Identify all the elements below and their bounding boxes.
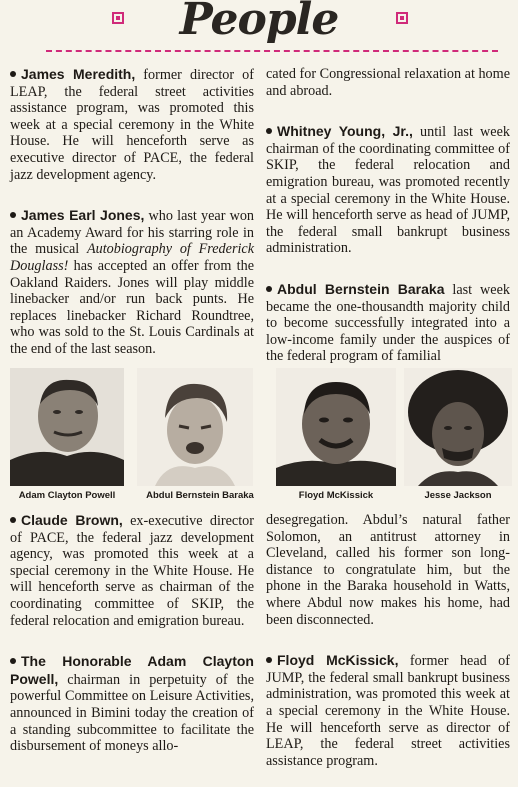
page-header <box>0 0 518 50</box>
bullet-icon <box>266 286 272 292</box>
lead-name: Abdul Bernstein Baraka <box>277 280 445 297</box>
column-top-left <box>10 66 254 376</box>
caption-mckissick: Floyd McKissick <box>298 490 374 501</box>
bullet-icon <box>10 71 16 77</box>
paragraph-text: last week became the one-thousandth majority child to become successfully integrated into a low-income family under the auspices of the federal program of familial <box>266 281 510 365</box>
photo-jesse-jackson <box>404 368 512 486</box>
paragraph-jones <box>10 207 254 357</box>
lead-name: The Honorable Adam Clayton Powell, <box>10 653 254 687</box>
paragraph-text: who last year won an Academy Award for his starring role in the musical <box>10 208 255 258</box>
bullet-icon <box>10 212 16 218</box>
paragraph-text: former director of LEAP, the federal street activities assistance program, was promoted this week at a special ceremony in the White House. He will henceforth serve as executive director of PACE, the federal jazz development agency. <box>10 67 254 183</box>
page-title: People <box>179 0 339 45</box>
bullet-icon <box>266 657 272 663</box>
paragraph-text: former head of JUMP, the federal small bankrupt business administration, was promoted this week at a special ceremony in the White House. He will henceforth serve as director of LEAP, the federal street activities assistance program. <box>266 653 510 769</box>
lead-name: Floyd McKissick, <box>277 652 399 669</box>
paragraph-text: cated for Congressional relaxation at home and abroad. <box>266 66 510 99</box>
paragraph-text: has accepted an offer from the Oakland Raiders. Jones will play middle linebacker and/or run back punts. He replaces linebacker Richard Roundtree, who was sold to the St. Louis Cardinals at the end of the last season. <box>10 257 254 357</box>
paragraph-continued <box>266 512 510 628</box>
caption-powell: Adam Clayton Powell <box>18 490 116 501</box>
paragraph-young <box>266 123 510 257</box>
caption-baraka: Abdul Bernstein Baraka <box>146 490 254 501</box>
paragraph-text: desegregation. Abdul’s natural father Solomon, an antitrust attorney in Cleveland, called his former son long-distance to congratulate him, but the phone in the Baraka household in Watts, where Abdul now makes his home, had been disconnected. <box>266 512 510 628</box>
photo-adam-clayton-powell <box>10 368 124 486</box>
lead-name: James Meredith, <box>21 66 136 82</box>
bullet-icon <box>266 128 272 134</box>
lead-name: James Earl Jones, <box>21 207 145 224</box>
column-bottom-left <box>10 512 254 773</box>
bullet-icon <box>10 658 16 664</box>
paragraph-powell <box>10 653 254 755</box>
photo-abdul-bernstein-baraka <box>137 368 253 486</box>
paragraph-text: until last week chairman of the coordinating committee of SKIP, the federal relocation and emigration bureau, was promoted recently at a special ceremony in the White House. He will henceforth serve as head of JUMP, the federal small bankrupt business administration. <box>266 124 510 257</box>
paragraph-text: chairman in perpetuity of the powerful Committee on Leisure Activities, announced in Bimini today the creation of a standing subcommittee to facilitate the disbursement of moneys allo- <box>10 671 254 755</box>
photo-floyd-mckissick <box>276 368 396 486</box>
header-dashed-rule <box>46 50 498 52</box>
ornament-square-right <box>396 12 408 24</box>
lead-name: Whitney Young, Jr., <box>277 123 413 140</box>
column-top-right <box>266 66 510 383</box>
italic-title: Autobiography of Frederick Douglass! <box>10 241 254 274</box>
paragraph-meredith <box>10 66 254 183</box>
paragraph-baraka <box>266 281 510 365</box>
bullet-icon <box>10 517 16 523</box>
paragraph-continued <box>266 66 510 99</box>
paragraph-text: ex-executive director of PACE, the federal jazz development agency, was promoted this week at a special ceremony in the White House. He will henceforth serve as chairman of the coordinating committee of SKIP, the federal relocation and emigration bureau. <box>10 513 254 629</box>
column-bottom-right <box>266 512 510 787</box>
lead-name: Claude Brown, <box>21 512 123 528</box>
paragraph-brown <box>10 512 254 629</box>
caption-jackson: Jesse Jackson <box>424 490 492 501</box>
